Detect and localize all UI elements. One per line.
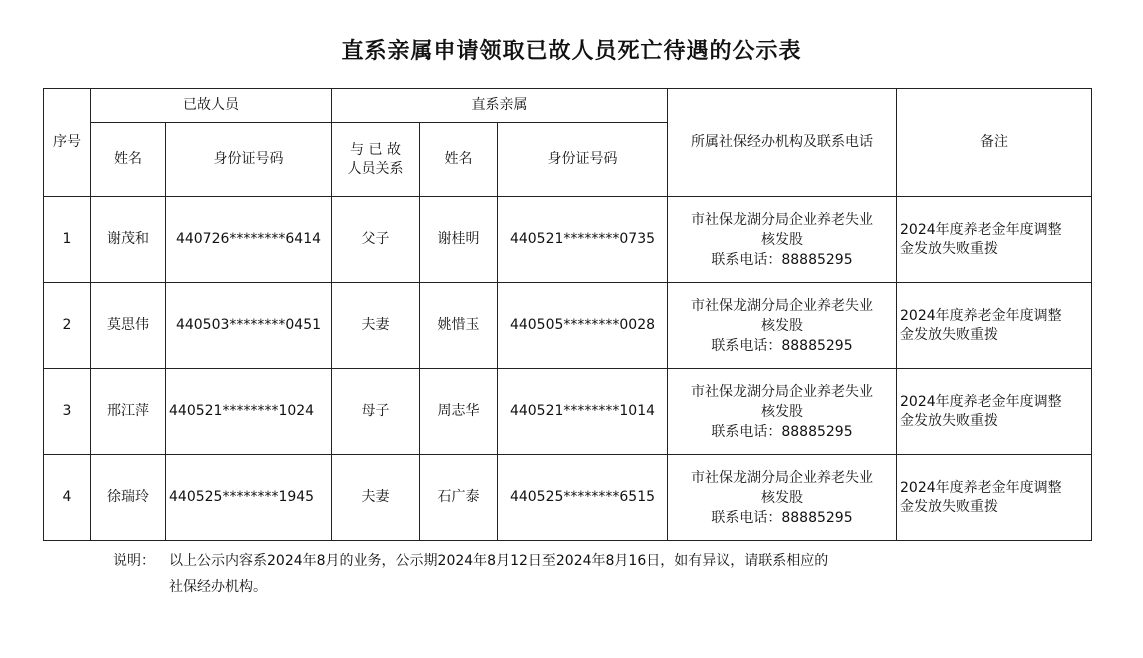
cell-deceased-id: 440525********1945: [166, 455, 332, 541]
cell-seq: 2: [44, 283, 91, 369]
cell-deceased-id: 440726********6414: [166, 197, 332, 283]
header-deceased-group: 已故人员: [91, 89, 332, 123]
table-header-row-1: [44, 89, 1092, 123]
table-row: [44, 455, 1092, 541]
remark-line1: 2024年度养老金年度调整: [900, 307, 1062, 324]
remark-line2: 金发放失败重拨: [900, 412, 998, 429]
agency-phone: 联系电话：88885295: [711, 337, 853, 354]
cell-agency: [668, 455, 897, 541]
note-line2: 社保经办机构。: [169, 579, 267, 595]
cell-relative-id: 440525********6515: [498, 455, 668, 541]
cell-deceased-name: 莫思伟: [91, 283, 166, 369]
agency-name-line1: 市社保龙湖分局企业养老失业: [691, 469, 873, 486]
agency-name-line1: 市社保龙湖分局企业养老失业: [691, 297, 873, 314]
cell-relative-name: 谢桂明: [420, 197, 498, 283]
table-row: [44, 197, 1092, 283]
cell-deceased-id: 440521********1024: [166, 369, 332, 455]
header-relative-name: 姓名: [420, 123, 498, 197]
remark-line1: 2024年度养老金年度调整: [900, 479, 1062, 496]
cell-deceased-id: 440503********0451: [166, 283, 332, 369]
header-relative-group: 直系亲属: [332, 89, 668, 123]
publicity-table: [43, 88, 1092, 541]
cell-remark: [897, 283, 1092, 369]
header-remark: 备注: [897, 89, 1092, 197]
agency-name-line1: 市社保龙湖分局企业养老失业: [691, 211, 873, 228]
remark-line1: 2024年度养老金年度调整: [900, 393, 1062, 410]
header-relation-line2: 人员关系: [347, 160, 404, 177]
cell-relative-id: 440521********0735: [498, 197, 668, 283]
page-title: 直系亲属申请领取已故人员死亡待遇的公示表: [341, 39, 802, 64]
agency-phone: 联系电话：88885295: [711, 423, 853, 440]
cell-relative-name: 周志华: [420, 369, 498, 455]
cell-agency: [668, 197, 897, 283]
cell-remark: [897, 197, 1092, 283]
header-relation: [332, 123, 420, 197]
explanation-note: [113, 548, 933, 600]
agency-phone: 联系电话：88885295: [711, 509, 853, 526]
remark-line1: 2024年度养老金年度调整: [900, 221, 1062, 238]
cell-relation: 夫妻: [332, 455, 420, 541]
cell-deceased-name: 徐瑞玲: [91, 455, 166, 541]
agency-name-line2: 核发股: [761, 317, 803, 334]
cell-relative-name: 石广泰: [420, 455, 498, 541]
remark-line2: 金发放失败重拨: [900, 498, 998, 515]
cell-agency: [668, 283, 897, 369]
agency-name-line2: 核发股: [761, 231, 803, 248]
cell-relative-id: 440521********1014: [498, 369, 668, 455]
header-deceased-id: 身份证号码: [166, 123, 332, 197]
cell-deceased-name: 邢江萍: [91, 369, 166, 455]
note-line1: 以上公示内容系2024年8月的业务，公示期2024年8月12日至2024年8月16日，如有异议，请联系相应的: [169, 553, 829, 569]
cell-relation: 母子: [332, 369, 420, 455]
cell-remark: [897, 455, 1092, 541]
cell-agency: [668, 369, 897, 455]
table-row: [44, 369, 1092, 455]
agency-name-line2: 核发股: [761, 403, 803, 420]
remark-line2: 金发放失败重拨: [900, 240, 998, 257]
header-relation-line1: 与 已 故: [350, 141, 401, 158]
cell-deceased-name: 谢茂和: [91, 197, 166, 283]
header-agency: 所属社保经办机构及联系电话: [668, 89, 897, 197]
note-label: 说明：: [113, 553, 155, 569]
agency-name-line1: 市社保龙湖分局企业养老失业: [691, 383, 873, 400]
cell-relative-name: 姚惜玉: [420, 283, 498, 369]
agency-name-line2: 核发股: [761, 489, 803, 506]
cell-seq: 1: [44, 197, 91, 283]
cell-seq: 3: [44, 369, 91, 455]
cell-seq: 4: [44, 455, 91, 541]
cell-remark: [897, 369, 1092, 455]
cell-relative-id: 440505********0028: [498, 283, 668, 369]
cell-relation: 父子: [332, 197, 420, 283]
cell-relation: 夫妻: [332, 283, 420, 369]
agency-phone: 联系电话：88885295: [711, 251, 853, 268]
header-relative-id: 身份证号码: [498, 123, 668, 197]
header-deceased-name: 姓名: [91, 123, 166, 197]
table-row: [44, 283, 1092, 369]
remark-line2: 金发放失败重拨: [900, 326, 998, 343]
header-seq: 序号: [44, 89, 91, 197]
